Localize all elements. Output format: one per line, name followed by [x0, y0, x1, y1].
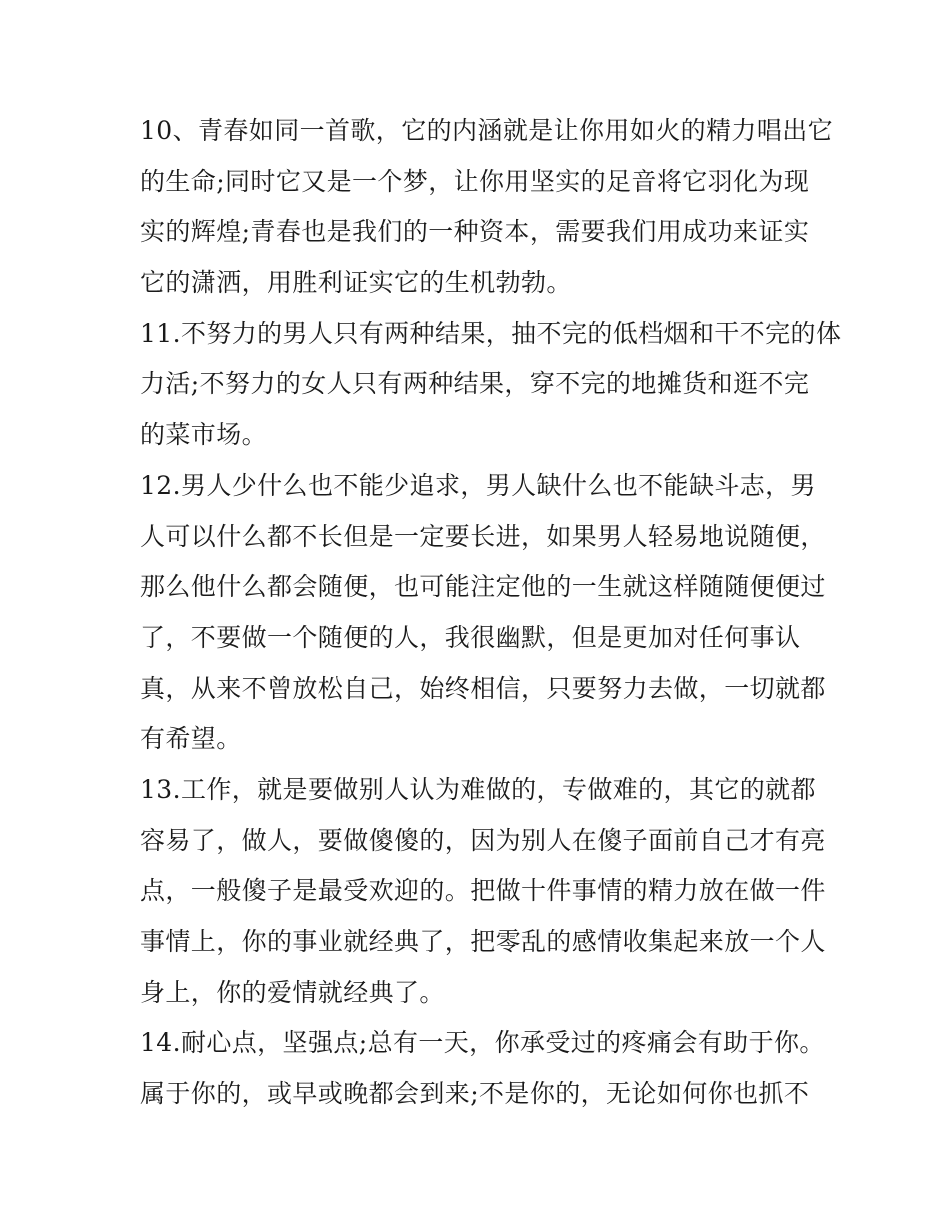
text-line-20: 属于你的，或早或晚都会到来;不是你的，无论如何你也抓不 — [140, 1079, 810, 1109]
text-line-3: 实的辉煌;青春也是我们的一种资本，需要我们用成功来证实 — [140, 217, 810, 247]
text-line-8: 12.男人少什么也不能少追求，男人缺什么也不能缺斗志，男 — [140, 470, 816, 500]
text-line-1: 10、青春如同一首歌，它的内涵就是让你用如火的精力唱出它 — [140, 116, 834, 145]
body-text — [140, 106, 842, 1120]
text-line-12: 真，从来不曾放松自己，始终相信，只要努力去做，一切就都 — [140, 673, 826, 703]
text-line-19: 14.耐心点，坚强点;总有一天，你承受过的疼痛会有助于你。 — [140, 1028, 825, 1058]
text-line-17: 事情上，你的事业就经典了，把零乱的感情收集起来放一个人 — [140, 927, 826, 956]
text-line-14: 13.工作，就是要做别人认为难做的，专做难的，其它的就都 — [140, 774, 816, 804]
text-line-18: 身上，你的爱情就经典了。 — [140, 977, 445, 1007]
text-line-6: 力活;不努力的女人只有两种结果，穿不完的地摊货和逛不完 — [140, 369, 810, 399]
text-line-9: 人可以什么都不长但是一定要长进，如果男人轻易地说随便， — [140, 521, 826, 551]
text-line-13: 有希望。 — [140, 724, 242, 754]
text-line-11: 了，不要做一个随便的人，我很幽默，但是更加对任何事认 — [140, 622, 801, 652]
text-line-7: 的菜市场。 — [140, 420, 268, 450]
text-line-5: 11.不努力的男人只有两种结果，抽不完的低档烟和干不完的体 — [140, 318, 842, 348]
text-line-16: 点，一般傻子是最受欢迎的。把做十件事情的精力放在做一件 — [140, 876, 826, 906]
text-line-4: 它的潇洒，用胜利证实它的生机勃勃。 — [140, 268, 572, 298]
text-line-2: 的生命;同时它又是一个梦，让你用坚实的足音将它羽化为现 — [140, 166, 810, 196]
text-line-15: 容易了，做人，要做傻傻的，因为别人在傻子面前自己才有亮 — [140, 825, 826, 855]
text-line-10: 那么他什么都会随便，也可能注定他的一生就这样随随便便过 — [140, 572, 826, 602]
